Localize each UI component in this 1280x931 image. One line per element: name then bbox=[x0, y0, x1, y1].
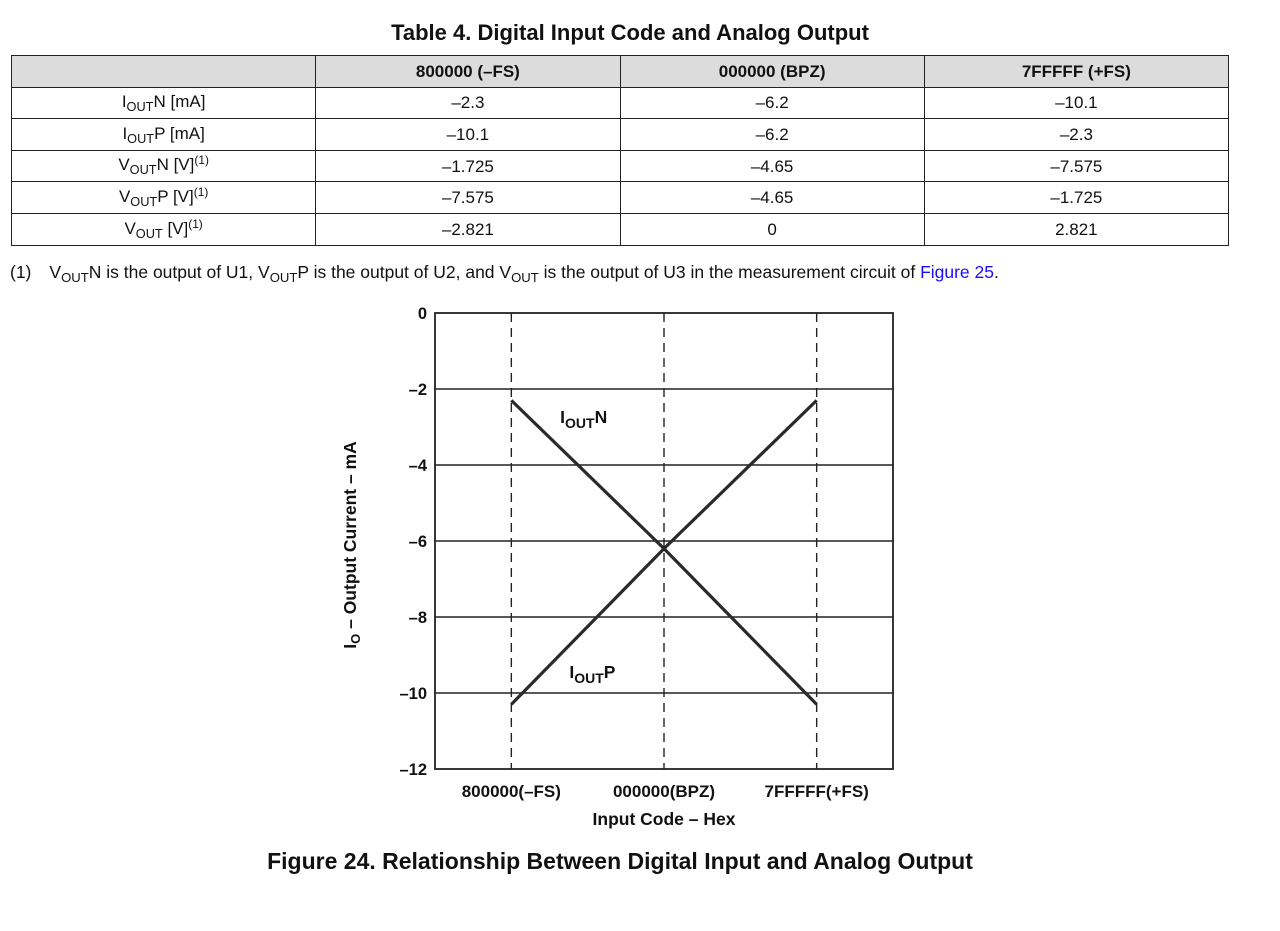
table-cell: –7.575 bbox=[316, 182, 620, 214]
x-tick-label: 000000(BPZ) bbox=[612, 782, 716, 801]
y-tick-label: –6 bbox=[408, 533, 427, 551]
table-cell: –1.725 bbox=[316, 150, 620, 182]
table-cell: –4.65 bbox=[620, 182, 924, 214]
header-cell-plus-fs: 7FFFFF (+FS) bbox=[924, 56, 1228, 88]
table-cell: –2.3 bbox=[316, 87, 620, 119]
row-label: $I_{OUT}N$ [mA] bbox=[12, 87, 316, 119]
table-footnote: (1) $V_{OUT}N$ is the output of U1, $V_{OUT}P$ is the output of U2, and $V_{OUT}$ is the output of U3 in the measurement circuit of Figure 25. bbox=[10, 262, 999, 285]
x-axis-title: Input Code – Hex bbox=[592, 809, 736, 829]
row-label: $V_{OUT}N$ $[V]^{(1)}$ bbox=[12, 150, 316, 182]
footnote-number: (1) bbox=[10, 262, 32, 282]
x-tick-label: 800000(–FS) bbox=[461, 782, 561, 801]
y-tick-label: –12 bbox=[399, 761, 427, 779]
y-axis-title: $I_O$ – Output Current – mA bbox=[340, 441, 363, 649]
y-tick-label: 0 bbox=[417, 305, 427, 323]
row-label: $V_{OUT}$ $[V]^{(1)}$ bbox=[12, 213, 316, 245]
table-title: Table 4. Digital Input Code and Analog Output bbox=[391, 20, 869, 45]
x-tick-label: 7FFFFF(+FS) bbox=[764, 782, 869, 801]
table-cell: –6.2 bbox=[620, 119, 924, 151]
y-tick-label: –8 bbox=[408, 609, 427, 627]
y-tick-label: –10 bbox=[399, 685, 427, 703]
header-cell-bpz: 000000 (BPZ) bbox=[620, 56, 924, 88]
row-label: $I_{OUT}P$ [mA] bbox=[12, 119, 316, 151]
table-cell: –1.725 bbox=[924, 182, 1228, 214]
table-cell: –7.575 bbox=[924, 150, 1228, 182]
table-cell: 0 bbox=[620, 213, 924, 245]
series-label-n: $I_{OUT}N$ bbox=[560, 407, 608, 432]
row-label: $V_{OUT}P$ $[V]^{(1)}$ bbox=[12, 182, 316, 214]
footnote-text: $V_{OUT}N$ is the output of U1, $V_{OUT}P$ is the output of U2, and $V_{OUT}$ is the output of U3 in the measurement circuit of bbox=[49, 262, 921, 285]
table-cell: –2.3 bbox=[924, 119, 1228, 151]
y-tick-label: –4 bbox=[408, 457, 427, 475]
table-cell: –6.2 bbox=[620, 87, 924, 119]
y-tick-label: –2 bbox=[408, 381, 427, 399]
header-cell-minus-fs: 800000 (–FS) bbox=[316, 56, 620, 88]
figure-caption: Figure 24. Relationship Between Digital Input and Analog Output bbox=[267, 848, 973, 874]
series-label-p: $I_{OUT}P$ bbox=[569, 661, 616, 686]
table-cell: –2.821 bbox=[316, 213, 620, 245]
table-cell: –4.65 bbox=[620, 150, 924, 182]
table-cell: –10.1 bbox=[316, 119, 620, 151]
figure-25-link[interactable]: Figure 25 bbox=[920, 262, 994, 282]
table-cell: 2.821 bbox=[924, 213, 1228, 245]
table-cell: –10.1 bbox=[924, 87, 1228, 119]
